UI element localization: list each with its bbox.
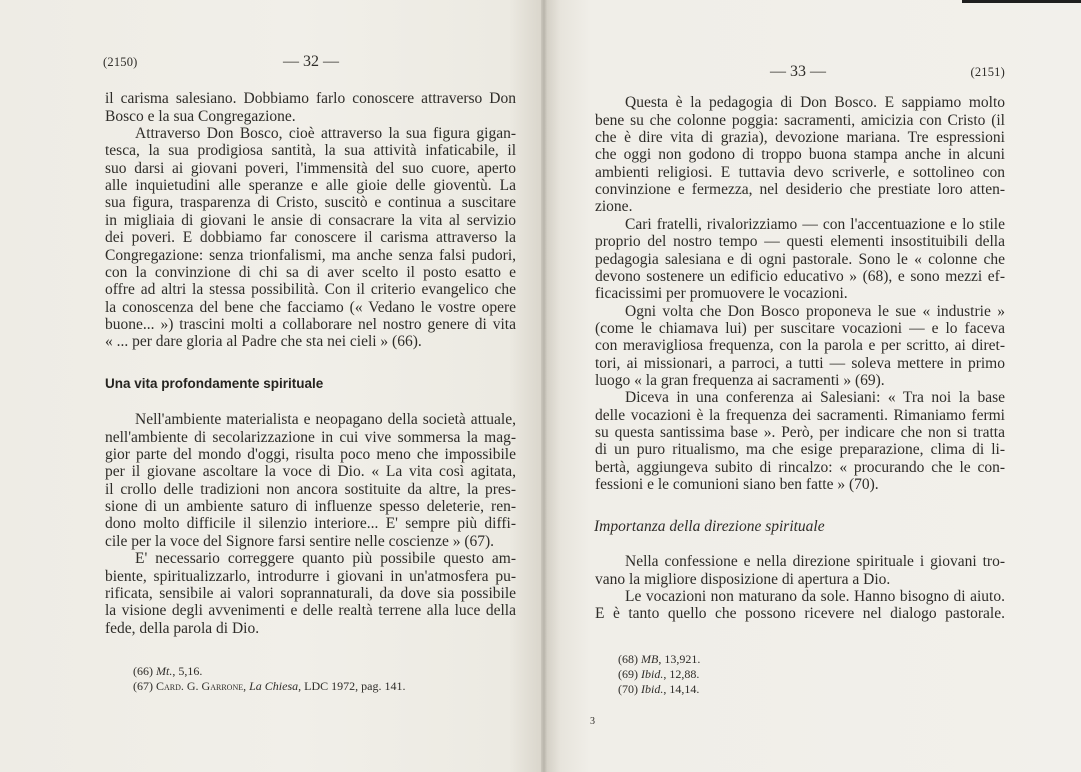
- text-line: buone... ») trascini molti a collaborare nel nostro genere di vita: [105, 315, 516, 333]
- text-line: nell'ambiente di secolarizzazione in cui vive sommersa la mag-: [105, 428, 516, 446]
- text-line: per il giovane ascoltare la voce di Dio. « La vita così agitata,: [105, 463, 516, 481]
- paragraph: [595, 303, 1005, 390]
- text-line: Nell'ambiente materialista e neopagano della società attuale,: [135, 411, 516, 429]
- footnote-number: (69): [618, 667, 638, 681]
- footnote-details: , 14,14.: [663, 682, 700, 696]
- paragraph: [595, 94, 1005, 216]
- section-heading: Una vita profondamente spirituale: [105, 376, 324, 391]
- text-line: « ... per dare gloria al Padre che sta nei cieli » (66).: [105, 333, 422, 351]
- text-line: pedagogia salesiana e di ogni pastorale. Sono le « colonne che: [595, 250, 1005, 268]
- text-line: sione di un ambiente saturo di influenze spesso deleterie, ren-: [105, 498, 516, 516]
- paragraph: [595, 588, 1005, 623]
- footnote-number: (68): [618, 652, 638, 666]
- text-line: bertà, aggiungeva subito di rincalzo: « procurando che le con-: [595, 458, 1005, 476]
- text-line: sua figura, trasparenza di Cristo, suscitò e continua a suscitare: [105, 194, 516, 212]
- text-line: la visione degli avvenimenti e delle realtà terrene alla luce della: [105, 602, 516, 620]
- page-number: — 32 —: [283, 53, 339, 70]
- text-line: ambienti religiosi. E tuttavia devo scriverle, e sottolineo con: [595, 163, 1005, 181]
- text-line: Questa è la pedagogia di Don Bosco. E sappiamo molto: [625, 94, 1005, 112]
- text-line: biente, spiritualizzarlo, introdurre i giovani in un'atmosfera pu-: [105, 567, 516, 585]
- text-line: di un puro ritualismo, ma che esige preparazione, clima di li-: [595, 441, 1005, 459]
- paragraph: [105, 125, 516, 351]
- text-line: che è dire vita di grazia), devozione mariana. Tre espressioni: [595, 129, 1005, 147]
- text-line: cile per la voce del Signore farsi sentire nelle coscienze » (67).: [105, 532, 495, 550]
- footnote: [133, 664, 405, 679]
- text-line: ficacissimi per promuovere le vocazioni.: [595, 285, 848, 303]
- text-line: dei poveri. E dobbiamo far conoscere il carisma attraverso la: [105, 229, 516, 247]
- text-line: Nella confessione e nella direzione spirituale i giovani tro-: [625, 553, 1005, 571]
- text-line: fessioni e le comunioni siano ben fatte » (70).: [595, 476, 879, 494]
- text-line: Diceva in una conferenza ai Salesiani: « Tra noi la base: [625, 389, 1005, 407]
- footnote-details: , 13,921.: [658, 652, 701, 666]
- footnote-title: La Chiesa: [249, 679, 299, 693]
- text-line: alle inquietudini alle speranze e alle gioie delle gioventù. La: [105, 177, 516, 195]
- text-line: Le vocazioni non maturano da sole. Hanno bisogno di aiuto.: [625, 588, 1005, 606]
- footnote-number: (66): [133, 664, 153, 678]
- paragraph: [595, 553, 1005, 588]
- footnote: [133, 679, 405, 694]
- paragraph: [105, 550, 516, 637]
- footnotes: [133, 664, 405, 694]
- text-block-intro: [595, 94, 1005, 493]
- text-line: convinzione e fermezza, nel desiderio che prestiate loro atten-: [595, 181, 1005, 199]
- text-line: E è tanto quello che possono ricevere nel dialogo pastorale.: [595, 605, 1005, 623]
- text-line: (come le chiamava lui) per suscitare vocazioni — e lo faceva: [595, 319, 1005, 337]
- text-block-section: [595, 553, 1005, 622]
- text-line: il crollo delle tradizioni non ancora sostituite da altre, la pres-: [105, 480, 516, 498]
- footnote-source: Ibid.: [641, 667, 664, 681]
- page-number: — 33 —: [770, 63, 826, 80]
- text-block-section: [105, 411, 516, 637]
- text-line: dono molto difficile il silenzio interiore... E' sempre più diffi-: [105, 515, 516, 533]
- text-block-intro: [105, 90, 516, 350]
- text-line: su questa santissima base ». Però, per indicare che non si tratta: [595, 424, 1005, 442]
- text-line: tori, ai missionari, a parroci, a tutti — soleva mettere in primo: [595, 354, 1005, 372]
- section-heading: Importanza della direzione spirituale: [594, 518, 825, 535]
- text-line: rificata, sensibile ai valori soprannaturali, da dove sia possibile: [105, 584, 516, 602]
- text-line: devono sostenere un edificio educativo » (68), e sono mezzi ef-: [595, 267, 1005, 285]
- running-head-label: (2151): [970, 65, 1005, 79]
- text-line: proprio del nostro tempo — questi elementi insostituibili della: [595, 233, 1005, 251]
- text-line: fede, della parola di Dio.: [105, 619, 260, 637]
- text-line: Congregazione: senza trionfalismi, ma anche senza falsi pudori,: [105, 246, 516, 264]
- text-line: la conoscenza del bene che facciamo (« Vedano le vostre opere: [105, 298, 516, 316]
- footnote-source: MB: [641, 652, 659, 666]
- text-line: suo darsi ai giovani poveri, l'immensità del suo cuore, aperto: [105, 159, 516, 177]
- text-line: il carisma salesiano. Dobbiamo farlo conoscere attraverso Don: [105, 90, 516, 108]
- footnote-number: (67): [133, 679, 153, 693]
- text-line: E' necessario correggere quanto più possibile questo am-: [135, 550, 516, 568]
- text-line: bene su che colonne poggia: sacramenti, amicizia con Cristo (il: [595, 111, 1005, 129]
- text-line: gior parte del mondo d'oggi, risulta poco meno che impossibile: [105, 446, 516, 464]
- paragraph: [595, 389, 1005, 493]
- text-line: Bosco e la sua Congregazione.: [105, 107, 296, 125]
- footnote-source: Ibid.: [641, 682, 664, 696]
- paragraph: [595, 216, 1005, 303]
- running-head-label: (2150): [103, 55, 138, 69]
- signature-mark: 3: [590, 716, 595, 727]
- footnote-number: (70): [618, 682, 638, 696]
- paragraph: [105, 90, 516, 125]
- text-line: offre ad altri la stessa possibilità. Con il criterio evangelico che: [105, 281, 516, 299]
- scan-edge: [962, 0, 1081, 3]
- text-line: in migliaia di giovani le ansie di consacrare la vita al servizio: [105, 211, 516, 229]
- footnote-author: Card. G. Garrone,: [156, 679, 247, 693]
- footnote: [618, 652, 700, 667]
- text-line: zione.: [595, 198, 633, 216]
- text-line: luogo « la gran frequenza ai sacramenti » (69).: [595, 372, 885, 390]
- text-line: Attraverso Don Bosco, cioè attraverso la sua figura gigan-: [135, 125, 516, 143]
- footnotes: [618, 652, 700, 697]
- text-line: con meravigliosa frequenza, con la parola e per scritto, ai diret-: [595, 337, 1005, 355]
- text-line: con la convinzione di chi sa di aver scelto il posto esatto e: [105, 263, 516, 281]
- footnote-details: , 5,16.: [172, 664, 203, 678]
- text-line: delle vocazioni è la frequenza dei sacramenti. Rimaniamo fermi: [595, 406, 1005, 424]
- text-line: che oggi non godono di troppo buona stampa anche in alcuni: [595, 146, 1005, 164]
- footnote-details: , 12,88.: [663, 667, 700, 681]
- footnote-source: Mt.: [156, 664, 173, 678]
- footnote-details: , LDC 1972, pag. 141.: [298, 679, 406, 693]
- paragraph: [105, 411, 516, 550]
- text-line: tesca, la sua prodigiosa santità, la sua attività infaticabile, il: [105, 142, 516, 160]
- footnote: [618, 682, 700, 697]
- text-line: vano la migliore disposizione di apertura a Dio.: [595, 570, 891, 588]
- footnote: [618, 667, 700, 682]
- text-line: Cari fratelli, rivalorizziamo — con l'accentuazione e lo stile: [625, 215, 1005, 233]
- text-line: Ogni volta che Don Bosco proponeva le sue « industrie »: [625, 302, 1005, 320]
